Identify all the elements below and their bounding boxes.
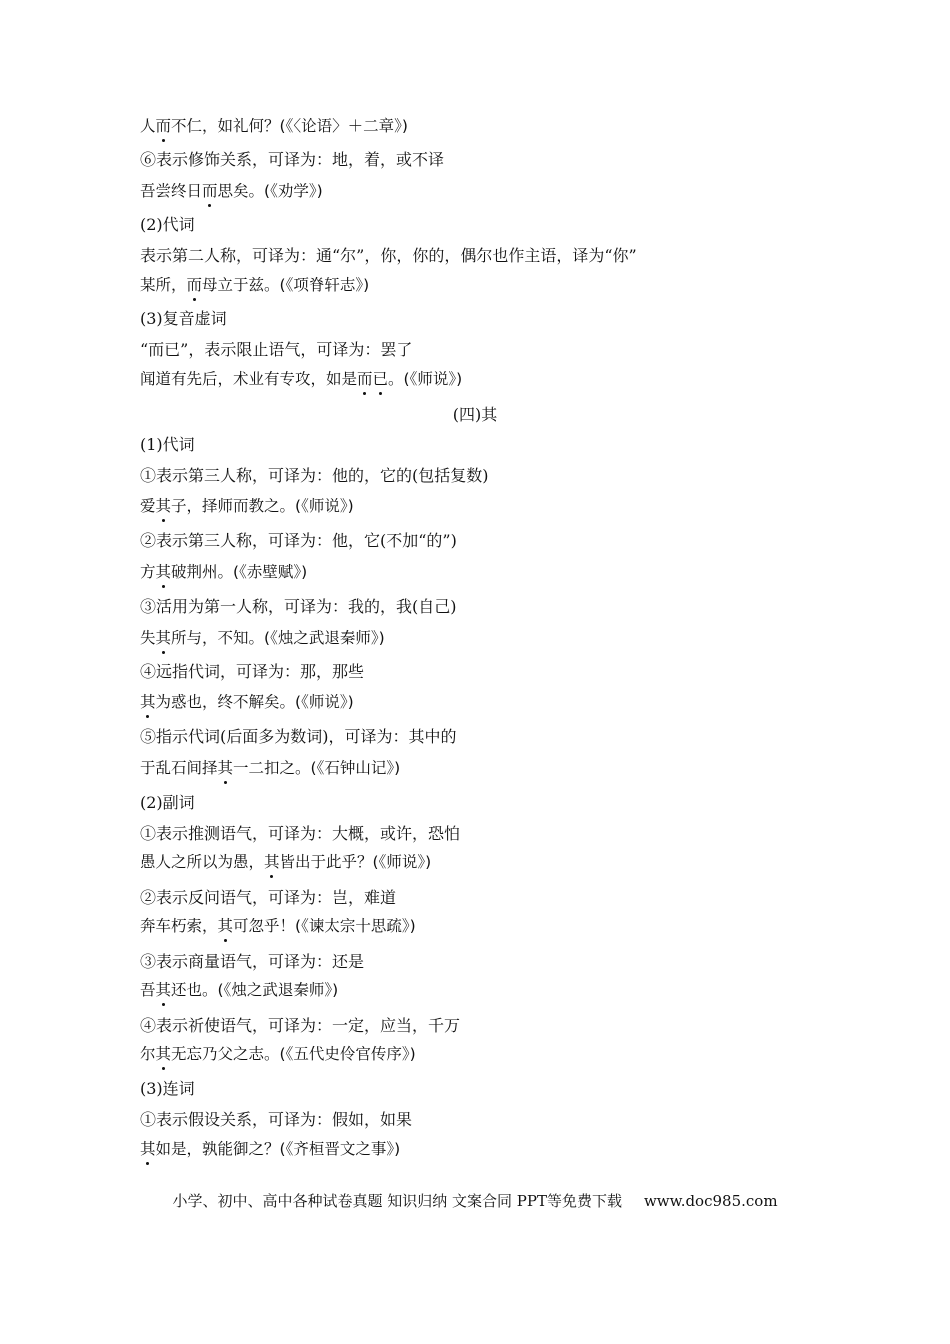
emphasis-char: 其	[140, 1140, 156, 1158]
example-sentence: 吾其还也。(《烛之武退秦师》)	[140, 981, 339, 999]
example-sentence: 于乱石间择其一二扣之。(《石钟山记》)	[140, 759, 401, 777]
example-sentence: 吾尝终日而思矣。(《劝学》)	[140, 182, 323, 200]
example-sentence: 爱其子，择师而教之。(《师说》)	[140, 497, 354, 515]
usage-rule: ④表示祈使语气，可译为：一定，应当，千万	[140, 1016, 461, 1035]
example-sentence: 奔车朽索，其可忽乎！(《谏太宗十思疏》)	[140, 917, 416, 935]
emphasis-char: 其	[155, 497, 172, 515]
usage-rule: ①表示第三人称，可译为：他的，它的(包括复数)	[140, 466, 489, 485]
emphasis-char: 其	[264, 853, 280, 871]
emphasis-char: 其	[155, 1045, 172, 1063]
example-sentence: 其为惑也，终不解矣。(《师说》)	[140, 693, 354, 711]
section-heading: (2)副词	[140, 793, 195, 812]
emphasis-char: 其	[155, 629, 172, 647]
usage-rule: ⑥表示修饰关系，可译为：地，着，或不译	[140, 150, 445, 169]
page-footer	[0, 1190, 950, 1212]
section-heading: (2)代词	[140, 215, 195, 234]
usage-rule: ①表示推测语气，可译为：大概，或许，恐怕	[140, 824, 461, 843]
example-sentence: 某所，而母立于兹。(《项脊轩志》)	[140, 276, 370, 294]
usage-rule: ⑤指示代词(后面多为数词)，可译为：其中的	[140, 727, 457, 746]
usage-rule: ③表示商量语气，可译为：还是	[140, 952, 365, 971]
emphasis-char: 而	[357, 370, 373, 388]
usage-rule: ①表示假设关系，可译为：假如，如果	[140, 1110, 413, 1129]
example-sentence: 人而不仁，如礼何？(《〈论语〉＋二章》)	[140, 117, 408, 135]
example-sentence: 尔其无忘乃父之志。(《五代史伶官传序》)	[140, 1045, 416, 1063]
emphasis-char: 而	[186, 276, 203, 294]
example-sentence: 愚人之所以为愚，其皆出于此乎？(《师说》)	[140, 853, 432, 871]
emphasis-char: 其	[217, 917, 234, 935]
part-heading: (四)其	[452, 405, 498, 424]
usage-rule: 表示第二人称，可译为：通“尔”，你，你的，偶尔也作主语，译为“你”	[140, 246, 637, 265]
section-heading: (3)复音虚词	[140, 309, 227, 328]
example-sentence: 失其所与，不知。(《烛之武退秦师》)	[140, 629, 385, 647]
usage-rule: ②表示反问语气，可译为：岂，难道	[140, 888, 397, 907]
usage-rule: ②表示第三人称，可译为：他，它(不加“的”)	[140, 531, 457, 550]
emphasis-char: 而	[202, 182, 218, 200]
section-heading: (3)连词	[140, 1079, 195, 1098]
emphasis-char: 其	[155, 981, 172, 999]
example-sentence: 方其破荆州。(《赤壁赋》)	[140, 563, 308, 581]
footer-text: 小学、初中、高中各种试卷真题 知识归纳 文案合同 PPT等免费下载	[172, 1192, 622, 1210]
section-heading: (1)代词	[140, 435, 195, 454]
emphasis-char: 而	[155, 117, 172, 135]
usage-rule: ③活用为第一人称，可译为：我的，我(自己)	[140, 597, 457, 616]
emphasis-char: 其	[155, 563, 172, 581]
example-sentence: 其如是，孰能御之？(《齐桓晋文之事》)	[140, 1140, 401, 1158]
usage-rule: “而已”，表示限止语气，可译为：罢了	[140, 340, 413, 359]
emphasis-char: 其	[217, 759, 234, 777]
footer-website: www.doc985.com	[643, 1192, 778, 1210]
emphasis-char: 已	[372, 370, 389, 388]
emphasis-char: 其	[140, 693, 156, 711]
example-sentence: 闻道有先后，术业有专攻，如是而已。(《师说》)	[140, 370, 463, 388]
usage-rule: ④远指代词，可译为：那，那些	[140, 662, 365, 681]
